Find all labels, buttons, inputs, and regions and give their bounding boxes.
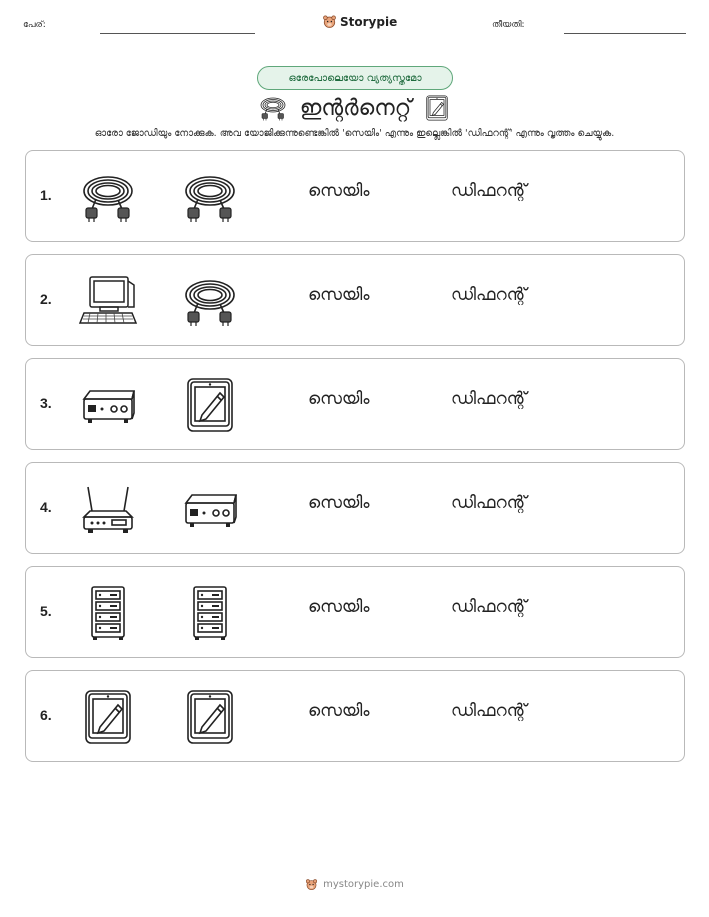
different-option[interactable]: ഡിഫറന്റ്: [451, 701, 527, 721]
cable-icon: [180, 271, 240, 331]
same-option[interactable]: സെയിം: [308, 181, 370, 201]
same-option[interactable]: സെയിം: [308, 285, 370, 305]
instructions: ഓരോ ജോഡിയും നോക്കുക. അവ യോജിക്കുന്നുണ്ടെങ്കിൽ 'സെയിം' എന്നും ഇല്ലെങ്കിൽ 'ഡിഫറന്റ്' എന്നും വൃത്തം ചെയ്യുക.: [94, 128, 615, 139]
different-option[interactable]: ഡിഫറന്റ്: [451, 597, 527, 617]
different-option[interactable]: ഡിഫറന്റ്: [451, 181, 527, 201]
server-icon: [180, 583, 240, 643]
question-row: [25, 566, 685, 658]
different-option[interactable]: ഡിഫറന്റ്: [451, 285, 527, 305]
tablet-icon: [180, 687, 240, 747]
date-label: തീയതി:: [492, 20, 525, 30]
question-number: 4.: [40, 499, 52, 515]
modem-icon: [180, 479, 240, 539]
modem-icon: [78, 375, 138, 435]
cable-icon: [78, 167, 138, 227]
different-option[interactable]: ഡിഫറന്റ്: [451, 493, 527, 513]
title-row: [0, 92, 709, 124]
tablet-icon: [423, 93, 451, 123]
same-option[interactable]: സെയിം: [308, 597, 370, 617]
footer-url: mystorypie.com: [323, 879, 404, 890]
cable-icon: [258, 93, 288, 123]
question-row: [25, 358, 685, 450]
brand-logo: [322, 14, 397, 29]
question-row: [25, 670, 685, 762]
question-number: 5.: [40, 603, 52, 619]
page-title: ഇന്റർനെറ്റ്: [299, 95, 412, 121]
router-icon: [78, 479, 138, 539]
same-option[interactable]: സെയിം: [308, 389, 370, 409]
date-field[interactable]: [564, 33, 686, 34]
tablet-icon: [180, 375, 240, 435]
question-row: [25, 254, 685, 346]
mascot-icon: [322, 14, 337, 29]
worksheet-header: [0, 14, 709, 38]
question-row: [25, 150, 685, 242]
name-field[interactable]: [100, 33, 255, 34]
question-number: 3.: [40, 395, 52, 411]
question-number: 6.: [40, 707, 52, 723]
question-number: 1.: [40, 187, 52, 203]
cable-icon: [180, 167, 240, 227]
question-number: 2.: [40, 291, 52, 307]
server-icon: [78, 583, 138, 643]
same-option[interactable]: സെയിം: [308, 493, 370, 513]
brand-name: Storypie: [340, 14, 398, 29]
tablet-icon: [78, 687, 138, 747]
same-option[interactable]: സെയിം: [308, 701, 370, 721]
question-row: [25, 462, 685, 554]
name-label: പേര്:: [23, 20, 46, 30]
mascot-icon: [305, 878, 318, 891]
activity-badge: ഒരേപോലെയോ വ്യത്യസ്തമോ: [257, 66, 453, 90]
footer: [0, 878, 709, 891]
computer-icon: [78, 271, 138, 331]
different-option[interactable]: ഡിഫറന്റ്: [451, 389, 527, 409]
